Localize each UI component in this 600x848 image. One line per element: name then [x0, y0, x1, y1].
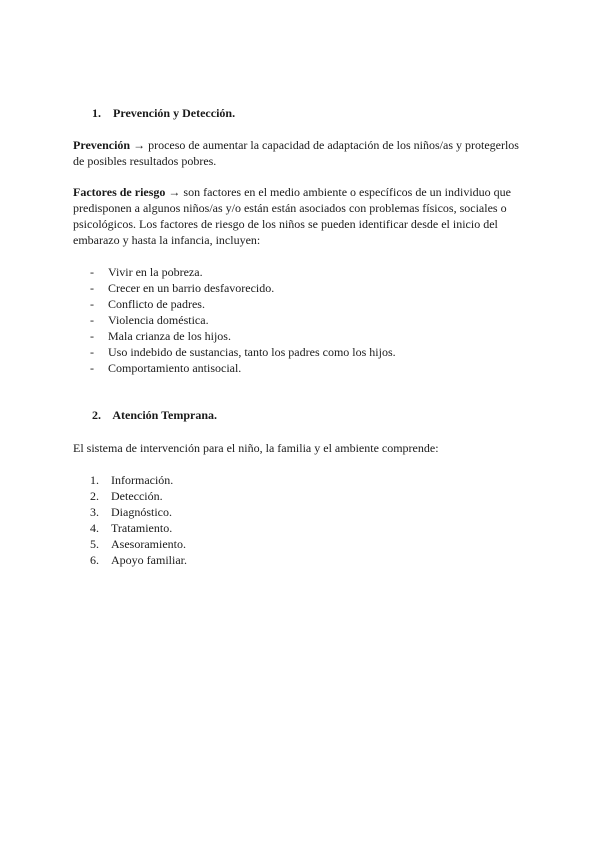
dash-marker: - [90, 329, 94, 343]
risk-item-text: Uso indebido de sustancias, tanto los padres como los hijos. [108, 345, 396, 359]
dash-marker: - [90, 281, 94, 295]
dash-marker: - [90, 361, 94, 375]
section-1-title: Prevención y Detección. [113, 106, 236, 120]
step-number: 5. [90, 537, 99, 551]
risk-item-text: Vivir en la pobreza. [108, 265, 203, 279]
step-text: Diagnóstico. [111, 505, 172, 519]
step-number: 6. [90, 553, 99, 567]
dash-marker: - [90, 297, 94, 311]
risk-item-text: Violencia doméstica. [108, 313, 209, 327]
prevencion-term: Prevención [73, 138, 131, 152]
step-text: Información. [111, 473, 174, 487]
section-2-number: 2. [92, 408, 101, 422]
step-text: Detección. [111, 489, 163, 503]
step-text: Asesoramiento. [111, 537, 186, 551]
risk-item-text: Conflicto de padres. [108, 297, 205, 311]
dash-marker: - [90, 265, 94, 279]
risk-item-text: Mala crianza de los hijos. [108, 329, 231, 343]
step-number: 4. [90, 521, 99, 535]
dash-marker: - [90, 313, 94, 327]
factores-term: Factores de riesgo [73, 185, 166, 199]
factores-definition: son factores en el medio ambiente o específicos de un individuo que predisponen a algunos niños/as y/o están están asociados con problemas físicos, sociales o psicológicos. Los factores de riesgo de los niños se pueden identificar desde el inicio del embarazo y hasta la infancia, incluyen: [73, 185, 511, 247]
risk-item-text: Crecer en un barrio desfavorecido. [108, 281, 275, 295]
step-text: Tratamiento. [111, 521, 173, 535]
section-1-number: 1. [92, 106, 101, 120]
prevencion-definition: proceso de aumentar la capacidad de adaptación de los niños/as y protegerlos de posibles resultados pobres. [73, 138, 519, 168]
step-number: 3. [90, 505, 99, 519]
section-2-heading [92, 408, 217, 423]
step-number: 1. [90, 473, 99, 487]
prevencion-paragraph [73, 137, 533, 169]
risk-item-text: Comportamiento antisocial. [108, 361, 242, 375]
section-1-heading [92, 106, 235, 121]
intervencion-paragraph: El sistema de intervención para el niño, la familia y el ambiente comprende: [73, 441, 439, 455]
step-number: 2. [90, 489, 99, 503]
step-text: Apoyo familiar. [111, 553, 187, 567]
dash-marker: - [90, 345, 94, 359]
factores-arrow: → [165, 185, 184, 199]
section-2-title: Atención Temprana. [112, 408, 218, 422]
factores-paragraph [73, 184, 533, 248]
prevencion-arrow: → [130, 138, 149, 152]
